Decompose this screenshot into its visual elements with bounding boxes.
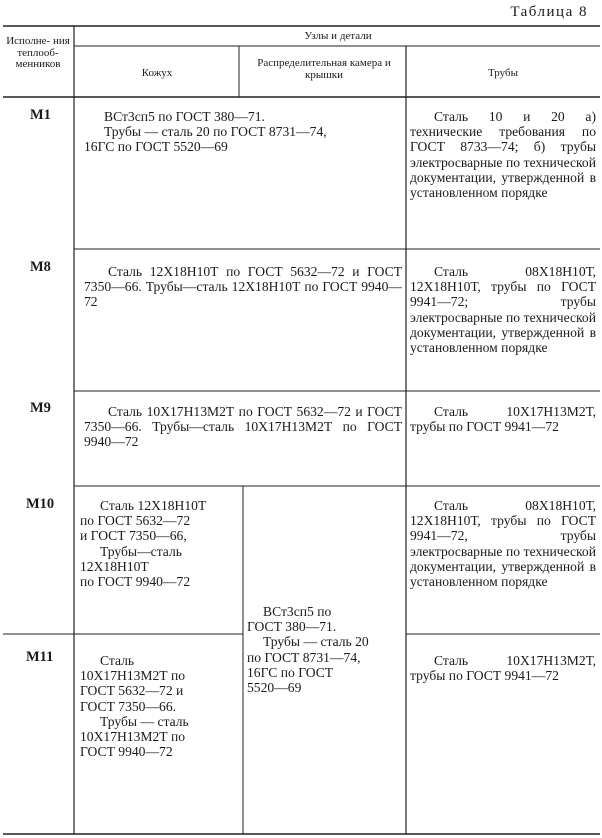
row-m9-shell-chamber: Сталь 10Х17Н13М2Т по ГОСТ 5632—72 и ГОСТ 7350—66. Трубы—сталь 10Х17Н13М2Т по ГОСТ 9940—72 xyxy=(84,404,402,450)
row-m10-shell: Сталь 12Х18Н10Т по ГОСТ 5632—72 и ГОСТ 7350—66, Трубы—сталь 12Х18Н10Т по ГОСТ 9940—72 xyxy=(80,498,207,590)
header-variant: Исполне- ния теплооб- менников xyxy=(6,35,70,70)
table-caption: Таблица 8 xyxy=(510,4,588,20)
header-tubes: Трубы xyxy=(488,67,518,79)
row-code-m11: М11 xyxy=(26,649,54,665)
row-m11-shell: Сталь 10Х17Н13М2Т по ГОСТ 5632—72 и ГОСТ 7350—66. Трубы — сталь 10Х17Н13М2Т по ГОСТ 9940—72 xyxy=(80,653,189,760)
header-chamber: Распределительная камера и крышки xyxy=(257,57,391,81)
row-m11-tubes: Сталь 10Х17Н13М2Т, трубы по ГОСТ 9941—72 xyxy=(410,653,596,684)
row-code-m1: М1 xyxy=(30,107,51,123)
row-code-m10: М10 xyxy=(26,496,55,512)
row-m1-tubes: Сталь 10 и 20 а) технические требования по ГОСТ 8733—74; б) трубы электросварные по технической документации, утвержденной в установленном порядке xyxy=(410,109,596,201)
row-code-m9: М9 xyxy=(30,400,51,416)
header-shell: Кожух xyxy=(141,67,173,79)
row-code-m8: М8 xyxy=(30,259,51,275)
row-m8-shell-chamber: Сталь 12Х18Н10Т по ГОСТ 5632—72 и ГОСТ 7350—66. Трубы—сталь 12Х18Н10Т по ГОСТ 9940—72 xyxy=(84,264,402,310)
row-m1-shell-chamber: ВСт3сп5 по ГОСТ 380—71. Трубы — сталь 20 по ГОСТ 8731—74, 16ГС по ГОСТ 5520—69 xyxy=(84,109,327,155)
header-group: Узлы и детали xyxy=(304,30,372,42)
row-m9-tubes: Сталь 10Х17Н13М2Т, трубы по ГОСТ 9941—72 xyxy=(410,404,596,435)
row-m8-tubes: Сталь 08Х18Н10Т, 12Х18Н10Т, трубы по ГОСТ 9941—72; трубы электросварные по технической документации, утвержденной в установленном порядке xyxy=(410,264,596,356)
chamber-m10-m11: ВСт3сп5 по ГОСТ 380—71. Трубы — сталь 20 по ГОСТ 8731—74, 16ГС по ГОСТ 5520—69 xyxy=(247,604,369,696)
row-m10-tubes: Сталь 08Х18Н10Т, 12Х18Н10Т, трубы по ГОСТ 9941—72, трубы электросварные по технической документации, утвержденной в установленном порядке xyxy=(410,498,596,590)
